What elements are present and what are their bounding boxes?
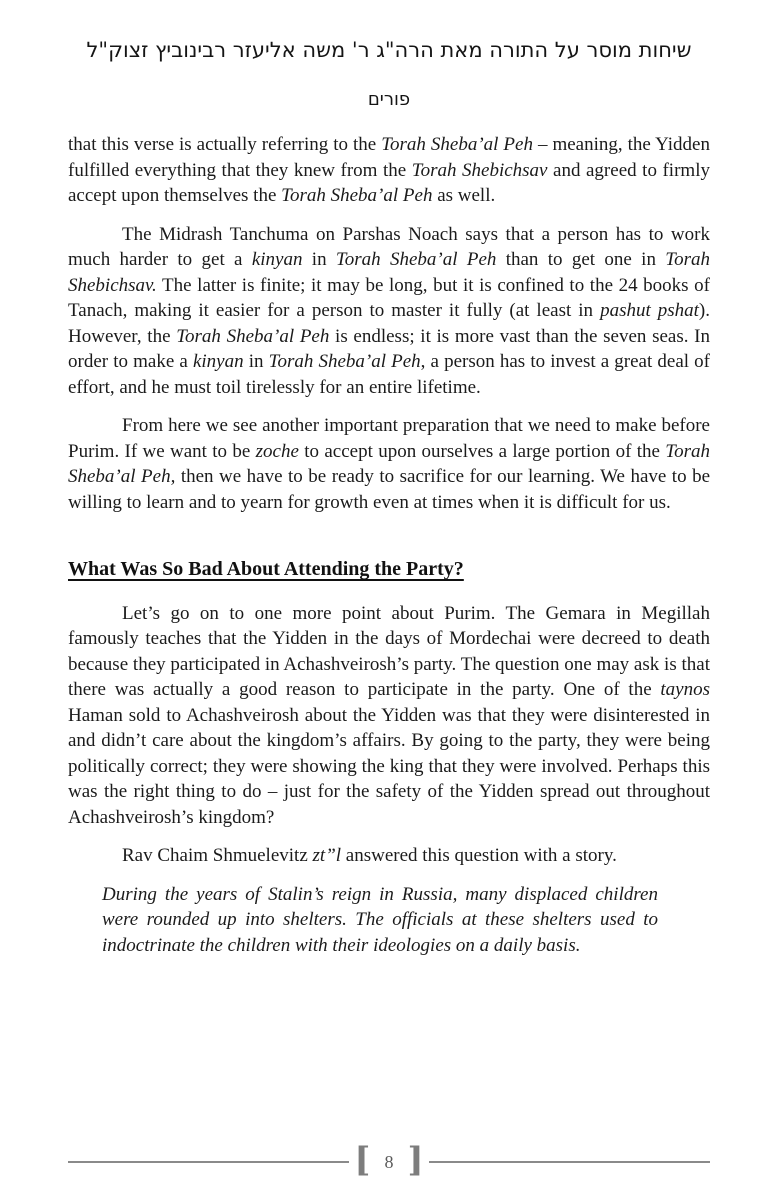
footer-bracket-right-icon: ] [407,1140,424,1180]
paragraph-torah-shebaal-peh: that this verse is actually referring to the Torah Sheba’al Peh – meaning, the Yidden fulfilled everything that they knew from the Torah Shebichsav and agreed to firmly accept upon themselves the Torah Sheba’al Peh as well. [68,134,710,207]
page-number: 8 [384,1151,394,1172]
footer-rule-right [429,1161,710,1163]
story-quote-stalin: During the years of Stalin’s reign in Russia, many displaced children were rounded up into shelters. The officials at these shelters used to indoctrinate the children with their ideologies on a daily basis. [102,883,658,956]
paragraph-rav-chaim-shmuelevitz: Rav Chaim Shmuelevitz zt”l answered this question with a story. [122,845,617,867]
hebrew-title: שיחות מוסר על התורה מאת הרה"ג ר' משה אליעזר רבינוביץ זצוק"ל [86,38,692,62]
page-footer [68,1140,710,1180]
paragraph-midrash-tanchuma: The Midrash Tanchuma on Parshas Noach says that a person has to work much harder to get a kinyan in Torah Sheba’al Peh than to get one in Torah Shebichsav. The latter is finite; it may be long, but it is confined to the 24 books of Tanach, making it easier for a person to master it fully (at least in pashut pshat). However, the Torah Sheba’al Peh is endless; it is more vast than the seven seas. In order to make a kinyan in Torah Sheba’al Peh, a person has to invest a great deal of effort, and he must toil tirelessly for an entire lifetime. [68,223,711,398]
document-header [68,38,710,110]
hebrew-subtitle-purim: פורים [367,89,411,111]
footer-bracket-left-icon: [ [354,1140,371,1180]
paragraph-preparation-before-purim: From here we see another important preparation that we need to make before Purim. If we want to be zoche to accept upon ourselves a large portion of the Torah Sheba’al Peh, then we have to be ready to sacrifice for our learning. We have to be willing to learn and to yearn for growth even at times when it is difficult for us. [68,415,710,513]
paragraph-gemara-megillah: Let’s go on to one more point about Purim. The Gemara in Megillah famously teaches that the Yidden in the days of Mordechai were decreed to death because they participated in Achashveirosh’s party. The question one may ask is that there was actually a good reason to participate in the party. One of the taynos Haman sold to Achashveirosh about the Yidden was that they were disinterested in and didn’t care about the kingdom’s affairs. By going to the party, they were being politically correct; they were showing the king that they were involved. Perhaps this was the right thing to do – just for the safety of the Yidden spread out throughout Achashveirosh’s kingdom? [68,602,710,828]
section-heading: What Was So Bad About Attending the Party? [68,558,464,581]
footer-rule-left [68,1161,349,1163]
document-body [68,132,710,958]
